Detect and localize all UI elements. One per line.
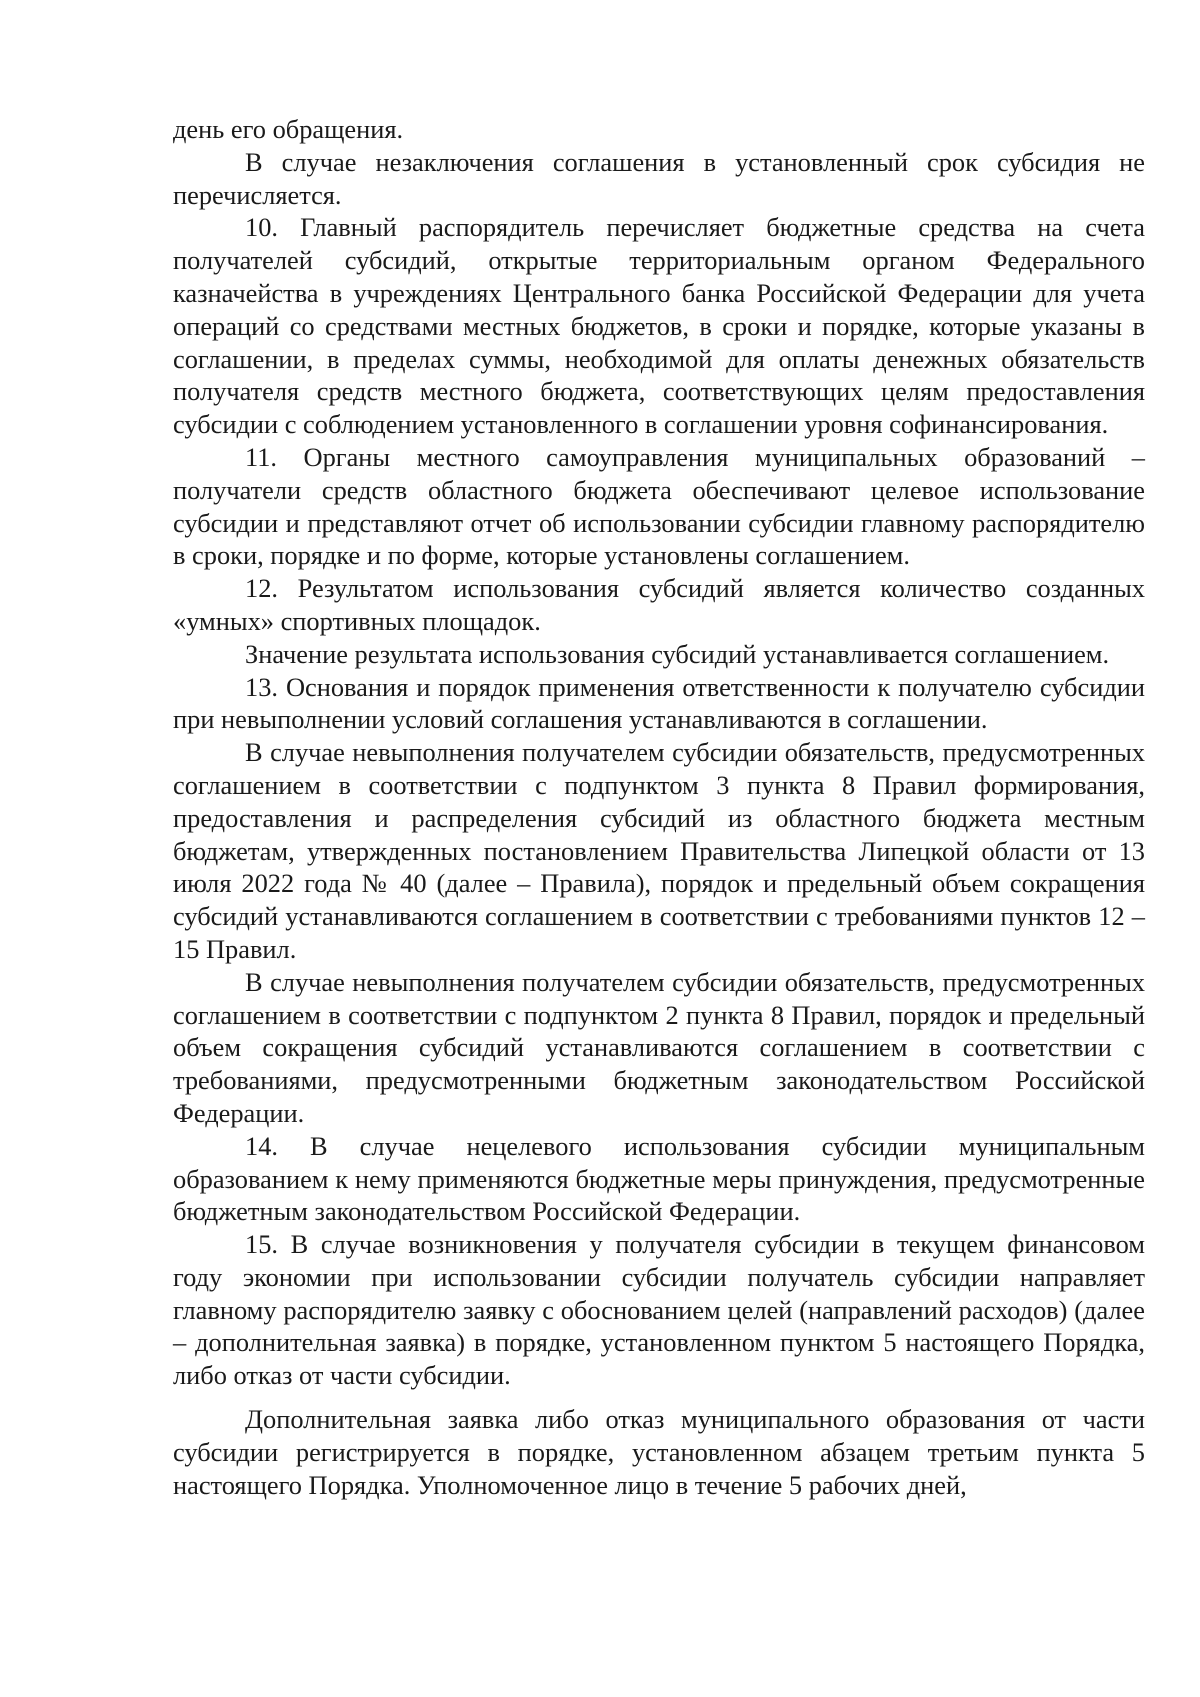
paragraph-item-13: 13. Основания и порядок применения ответственности к получателю субсидии при невыполнении условий соглашения устанавливаются в соглашении. — [173, 671, 1145, 735]
paragraph-item-11: 11. Органы местного самоуправления муниципальных образований – получатели средств областного бюджета обеспечивают целевое использование субсидии и представляют отчет об использовании субсидии главному распорядителю в сроки, порядке и по форме, которые установлены соглашением. — [173, 441, 1145, 571]
paragraph-item-10: 10. Главный распорядитель перечисляет бюджетные средства на счета получателей субсидий, открытые территориальным органом Федерального казначейства в учреждениях Центрального банка Российской Федерации для учета операций со средствами местных бюджетов, в сроки и порядке, которые указаны в соглашении, в пределах суммы, необходимой для оплаты денежных обязательств получателя средств местного бюджета, соответствующих целям предоставления субсидии с соблюдением установленного в соглашении уровня софинансирования. — [173, 212, 1145, 440]
paragraph-item-14: 14. В случае нецелевого использования субсидии муниципальным образованием к нему применяются бюджетные меры принуждения, предусмотренные бюджетным законодательством Российской Федерации. — [173, 1130, 1145, 1227]
paragraph-result-value: Значение результата использования субсидий устанавливается соглашением. — [245, 638, 1110, 669]
paragraph-additional-request: Дополнительная заявка либо отказ муниципального образования от части субсидии регистрируется в порядке, установленном абзацем третьим пункта 5 настоящего Порядка. Уполномоченное лицо в течение 5 рабочих дней, — [173, 1404, 1145, 1500]
paragraph-item-12: 12. Результатом использования субсидий является количество созданных «умных» спортивных площадок. — [173, 573, 1145, 636]
paragraph-continuation: день его обращения. — [173, 114, 404, 144]
paragraph-item-15: 15. В случае возникновения у получателя субсидии в текущем финансовом году экономии при использовании субсидии получатель субсидии направляет главному распорядителю заявку с обоснованием целей (направлений расходов) (далее – дополнительная заявка) в порядке, установленном пунктом 5 настоящего Порядка, либо отказ от части субсидии. — [173, 1229, 1145, 1391]
paragraph-no-agreement: В случае незаключения соглашения в установленный срок субсидия не перечисляется. — [173, 146, 1145, 210]
paragraph-violation-subpoint-3: В случае невыполнения получателем субсидии обязательств, предусмотренных соглашением в соответствии с подпунктом 3 пункта 8 Правил формирования, предоставления и распределения субсидий из областного бюджета местным бюджетам, утвержденных постановлением Правительства Липецкой области от 13 июля 2022 года № 40 (далее – Правила), порядок и предельный объем сокращения субсидий устанавливаются соглашением в соответствии с требованиями пунктов 12 – 15 Правил. — [173, 737, 1145, 964]
paragraph-violation-subpoint-2: В случае невыполнения получателем субсидии обязательств, предусмотренных соглашением в соответствии с подпунктом 2 пункта 8 Правил, порядок и предельный объем сокращения субсидий устанавливаются соглашением в соответствии с требованиями, предусмотренными бюджетным законодательством Российской Федерации. — [173, 966, 1145, 1128]
document-body — [173, 113, 1145, 1501]
